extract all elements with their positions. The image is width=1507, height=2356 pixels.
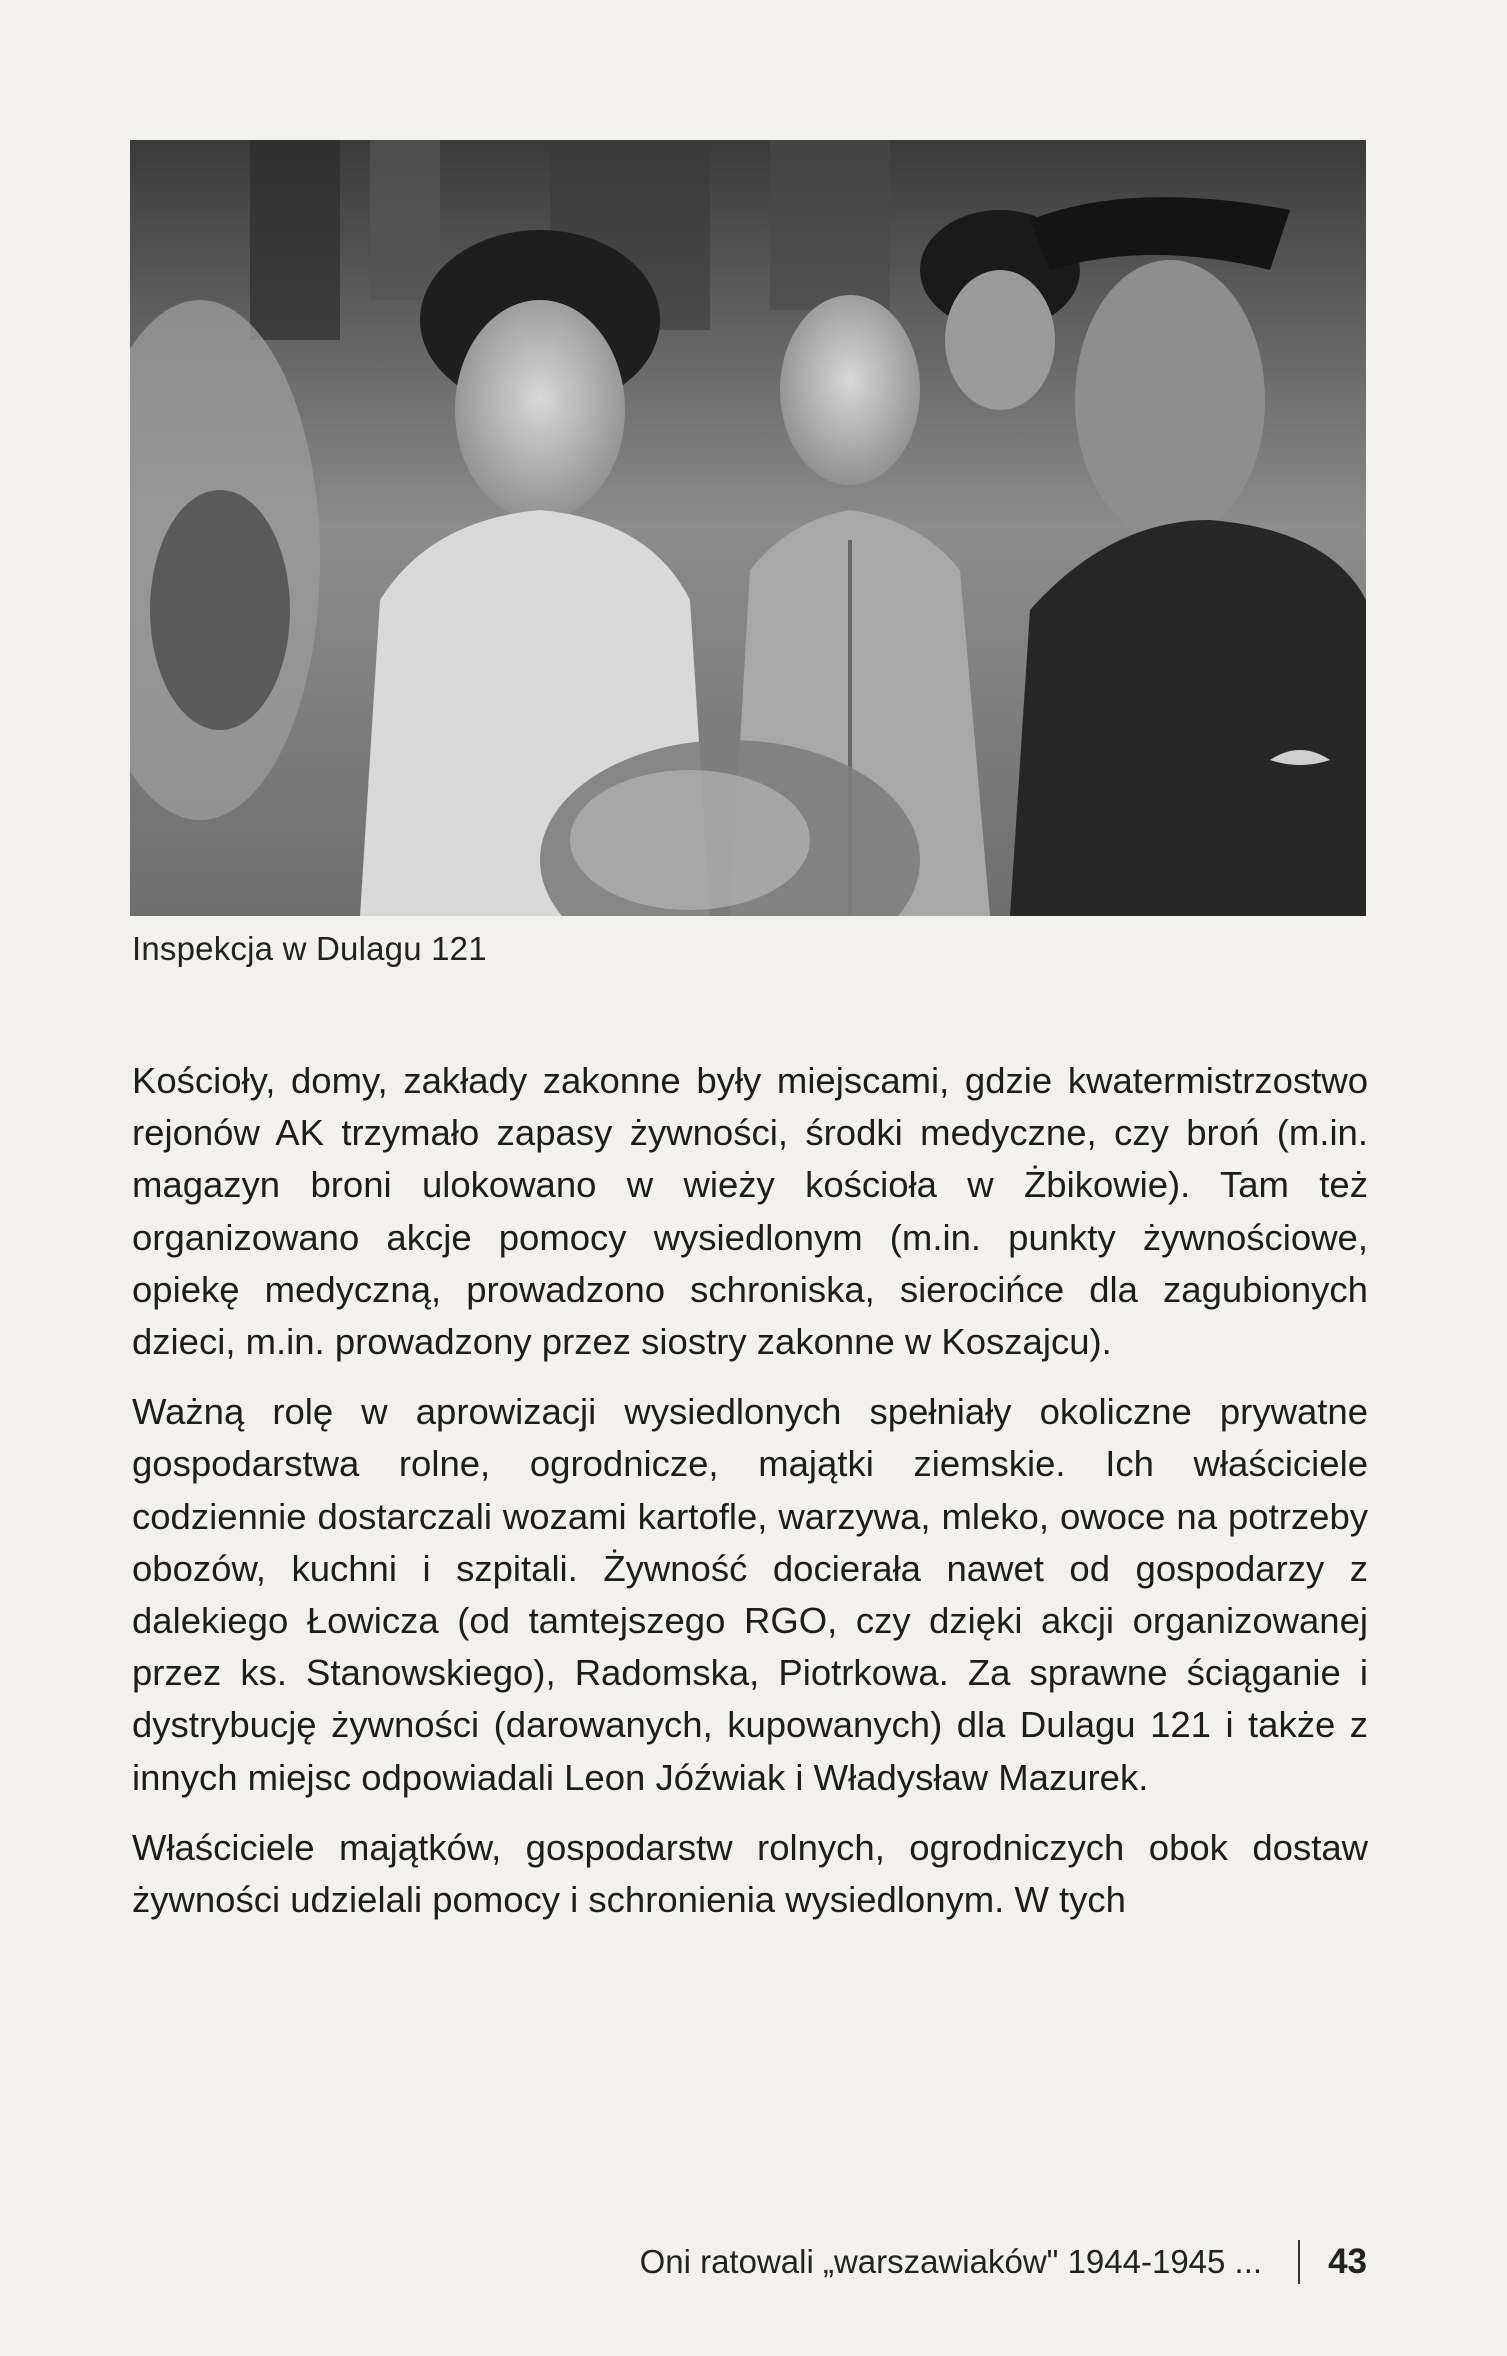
paragraph: Kościoły, domy, zakłady zakonne były miejscami, gdzie kwatermistrzostwo rejonów AK trzymało zapasy żywności, środki medyczne, czy broń (m.in. magazyn broni ulokowano w wieży kościoła w Żbikowie). Tam też organizowano akcje pomocy wysiedlonym (m.in. punkty żywnościowe, opiekę medyczną, prowadzono schroniska, sierocińce dla zagubionych dzieci, m.in. prowadzony przez siostry zakonne w Koszajcu). [132, 1060, 1368, 1363]
photo-caption: Inspekcja w Dulagu 121 [132, 930, 487, 967]
page-footer [640, 2240, 1367, 2284]
photograph-inspection [130, 140, 1366, 916]
footer-separator [1298, 2240, 1300, 2284]
paragraph: Właściciele majątków, gospodarstw rolnych, ogrodniczych obok dostaw żywności udzielali pomocy i schronienia wysiedlonym. W tych [132, 1826, 1368, 1921]
paragraph: Ważną rolę w aprowizacji wysiedlonych spełniały okoliczne prywatne gospodarstwa rolne, ogrodnicze, majątki ziemskie. Ich właściciele codziennie dostarczali wozami kartofle, warzywa, mleko, owoce na potrzeby obozów, kuchni i szpitali. Żywność docierała nawet od gospodarzy z dalekiego Łowicza (od tamtejszego RGO, czy dzięki akcji organizowanej przez ks. Stanowskiego), Radomska, Piotrkowa. Za sprawne ściąganie i dystrybucję żywności (darowanych, kupowanych) dla Dulagu 121 i także z innych miejsc odpowiadali Leon Jóźwiak i Władysław Mazurek. [132, 1391, 1368, 1798]
photo-illustration [130, 140, 1366, 916]
page-number: 43 [1328, 2242, 1367, 2281]
body-text [132, 1055, 1368, 1944]
running-title: Oni ratowali „warszawiaków" 1944-1945 ... [639, 2243, 1263, 2280]
